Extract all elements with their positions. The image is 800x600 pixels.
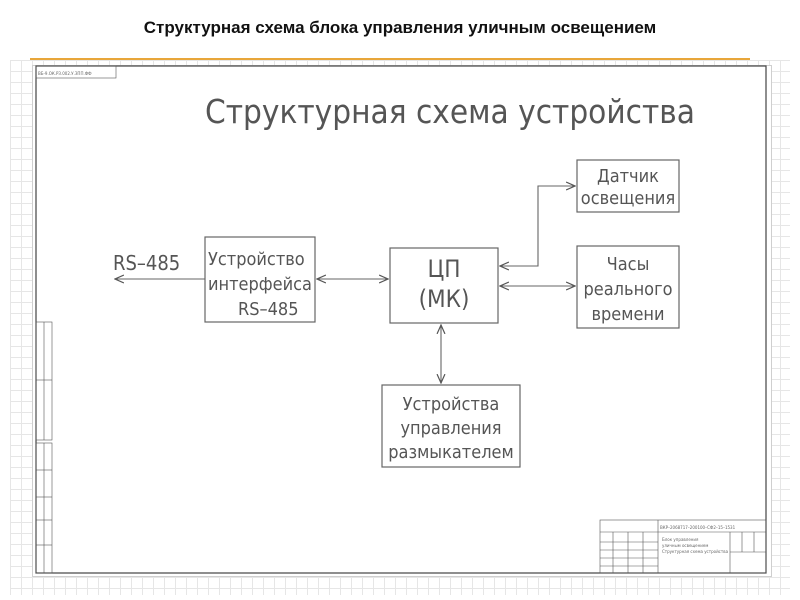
rtc-block-line1: Часы [606, 254, 650, 275]
title-block-name-line1: Блок управления [662, 537, 699, 542]
interface-block-line1: Устройство [208, 249, 305, 270]
cpu-block-line2: (МК) [418, 285, 470, 313]
cpu-block-line1: ЦП [427, 255, 461, 283]
interface-block-line2: интерфейса [208, 274, 312, 295]
breaker-block-line1: Устройства [402, 394, 500, 415]
corner-stamp-code: ВБ-9.ОК.РЗ.002.У.ЗПП.ФФ [38, 71, 92, 76]
breaker-block-line3: размыкателем [388, 442, 514, 463]
cpu-sensor-link [500, 186, 575, 266]
left-margin-strips [36, 322, 52, 573]
title-block-name-line2: уличным освещением [662, 543, 709, 548]
title-block-name-line3: Структурная схема устройства [662, 549, 729, 554]
light-sensor-line1: Датчик [597, 166, 659, 187]
slide-title: Структурная схема блока управления уличным освещением [143, 18, 657, 37]
rs485-external-label: RS–485 [113, 251, 181, 275]
title-block-doc-code: ВКР–2068717–200100–СФ2–15–1531 [660, 525, 736, 530]
light-sensor-line2: освещения [580, 188, 676, 209]
interface-block-line3: RS–485 [238, 299, 299, 320]
rtc-block-line3: времени [591, 304, 665, 325]
breaker-block-line2: управления [400, 418, 502, 439]
drawing-title: Структурная схема устройства [205, 92, 695, 131]
rtc-block-line2: реального [583, 279, 673, 300]
